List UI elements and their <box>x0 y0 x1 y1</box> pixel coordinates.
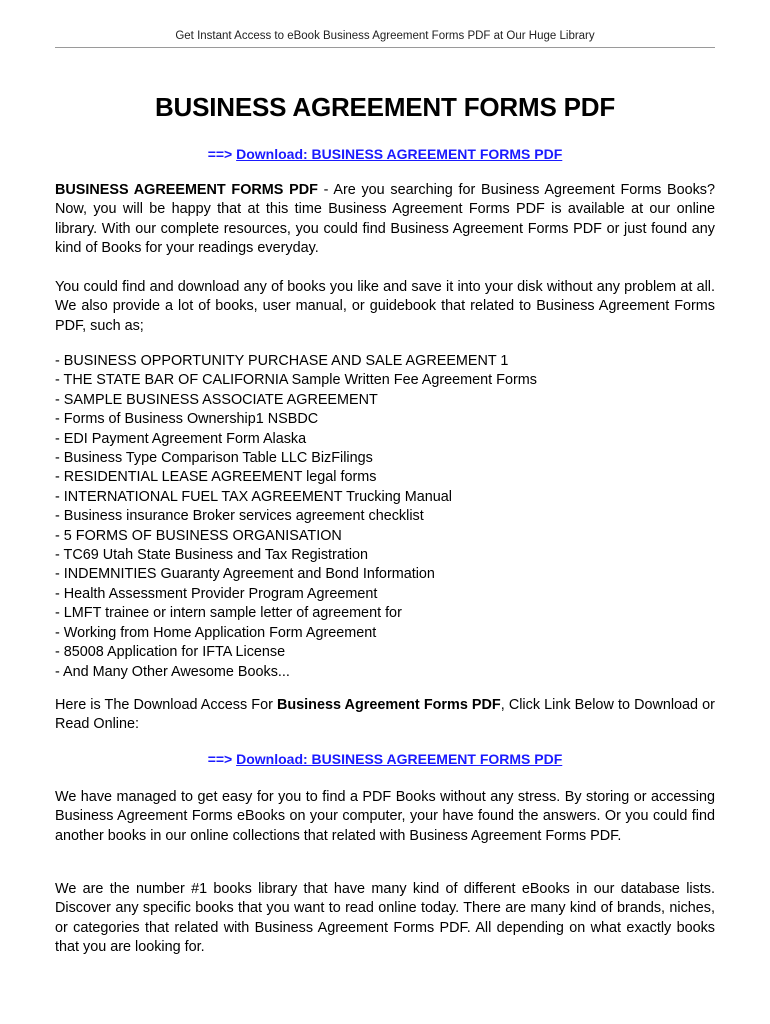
book-list-item: - Business insurance Broker services agreement checklist <box>55 508 424 525</box>
book-list-item: - 5 FORMS OF BUSINESS ORGANISATION <box>55 527 342 544</box>
download-access-paragraph <box>55 696 715 735</box>
book-list-item: - BUSINESS OPPORTUNITY PURCHASE AND SALE AGREEMENT 1 <box>55 353 509 369</box>
book-list-item: - LMFT trainee or intern sample letter of agreement for <box>55 605 402 622</box>
download-access-after: , Click Link Below to Download or Read Online: <box>55 697 715 733</box>
book-list-item: - Business Type Comparison Table LLC BizFilings <box>55 450 373 467</box>
download-arrow: ==> <box>207 751 233 767</box>
download-line-top <box>0 146 770 162</box>
page-header: Get Instant Access to eBook Business Agreement Forms PDF at Our Huge Library <box>175 30 595 42</box>
related-books-paragraph <box>55 278 715 336</box>
download-line-bottom <box>0 751 770 767</box>
library-text: We are the number #1 books library that have many kind of different eBooks in our database lists. Discover any specific books that you want to read online today. There are many kind of brands, niches, or categories that related with Business Agreement Forms PDF. All depending on what exactly books that you are looking for. <box>55 881 715 956</box>
document-title: BUSINESS AGREEMENT FORMS PDF <box>154 92 616 122</box>
book-list-item: - And Many Other Awesome Books... <box>55 663 290 680</box>
easy-find-paragraph <box>55 788 715 846</box>
download-access-before: Here is The Download Access For <box>55 697 277 713</box>
intro-paragraph <box>55 181 715 259</box>
related-books-text: You could find and download any of books you like and save it into your disk without any problem at all. We also provide a lot of books, user manual, or guidebook that related to Business Agreement Forms PDF, such as; <box>55 279 715 334</box>
library-paragraph <box>55 880 715 958</box>
book-list-item: - Forms of Business Ownership1 NSBDC <box>55 411 319 428</box>
book-list-item: - Health Assessment Provider Program Agreement <box>55 585 378 602</box>
header-divider <box>55 47 715 48</box>
download-arrow: ==> <box>207 146 233 162</box>
book-list-item: - SAMPLE BUSINESS ASSOCIATE AGREEMENT <box>55 391 378 408</box>
book-list-item: - INTERNATIONAL FUEL TAX AGREEMENT Trucking Manual <box>55 488 452 505</box>
book-list-item: - TC69 Utah State Business and Tax Registration <box>55 547 369 564</box>
book-list-item: - Working from Home Application Form Agreement <box>55 624 377 641</box>
download-link-bottom[interactable]: Download: BUSINESS AGREEMENT FORMS PDF <box>236 751 563 767</box>
book-list <box>55 352 715 682</box>
book-list-item: - INDEMNITIES Guaranty Agreement and Bond Information <box>55 566 435 583</box>
download-link-top[interactable]: Download: BUSINESS AGREEMENT FORMS PDF <box>236 146 563 162</box>
book-list-item: - THE STATE BAR OF CALIFORNIA Sample Written Fee Agreement Forms <box>55 372 537 389</box>
intro-text: - Are you searching for Business Agreement Forms Books? Now, you will be happy that at this time Business Agreement Forms PDF is available at our online library. With our complete resources, you could find Business Agreement Forms PDF or just found any kind of Books for your readings everyday. <box>55 182 715 257</box>
book-list-item: - EDI Payment Agreement Form Alaska <box>55 430 307 447</box>
easy-find-text: We have managed to get easy for you to find a PDF Books without any stress. By storing or accessing Business Agreement Forms eBooks on your computer, your have found the answers. Or you could find another books in our online collections that related with Business Agreement Forms PDF. <box>55 789 715 844</box>
book-list-item: - RESIDENTIAL LEASE AGREEMENT legal forms <box>55 469 377 486</box>
intro-bold-lead: BUSINESS AGREEMENT FORMS PDF <box>55 182 318 198</box>
download-access-bold: Business Agreement Forms PDF <box>276 697 501 713</box>
book-list-item: - 85008 Application for IFTA License <box>55 644 286 661</box>
